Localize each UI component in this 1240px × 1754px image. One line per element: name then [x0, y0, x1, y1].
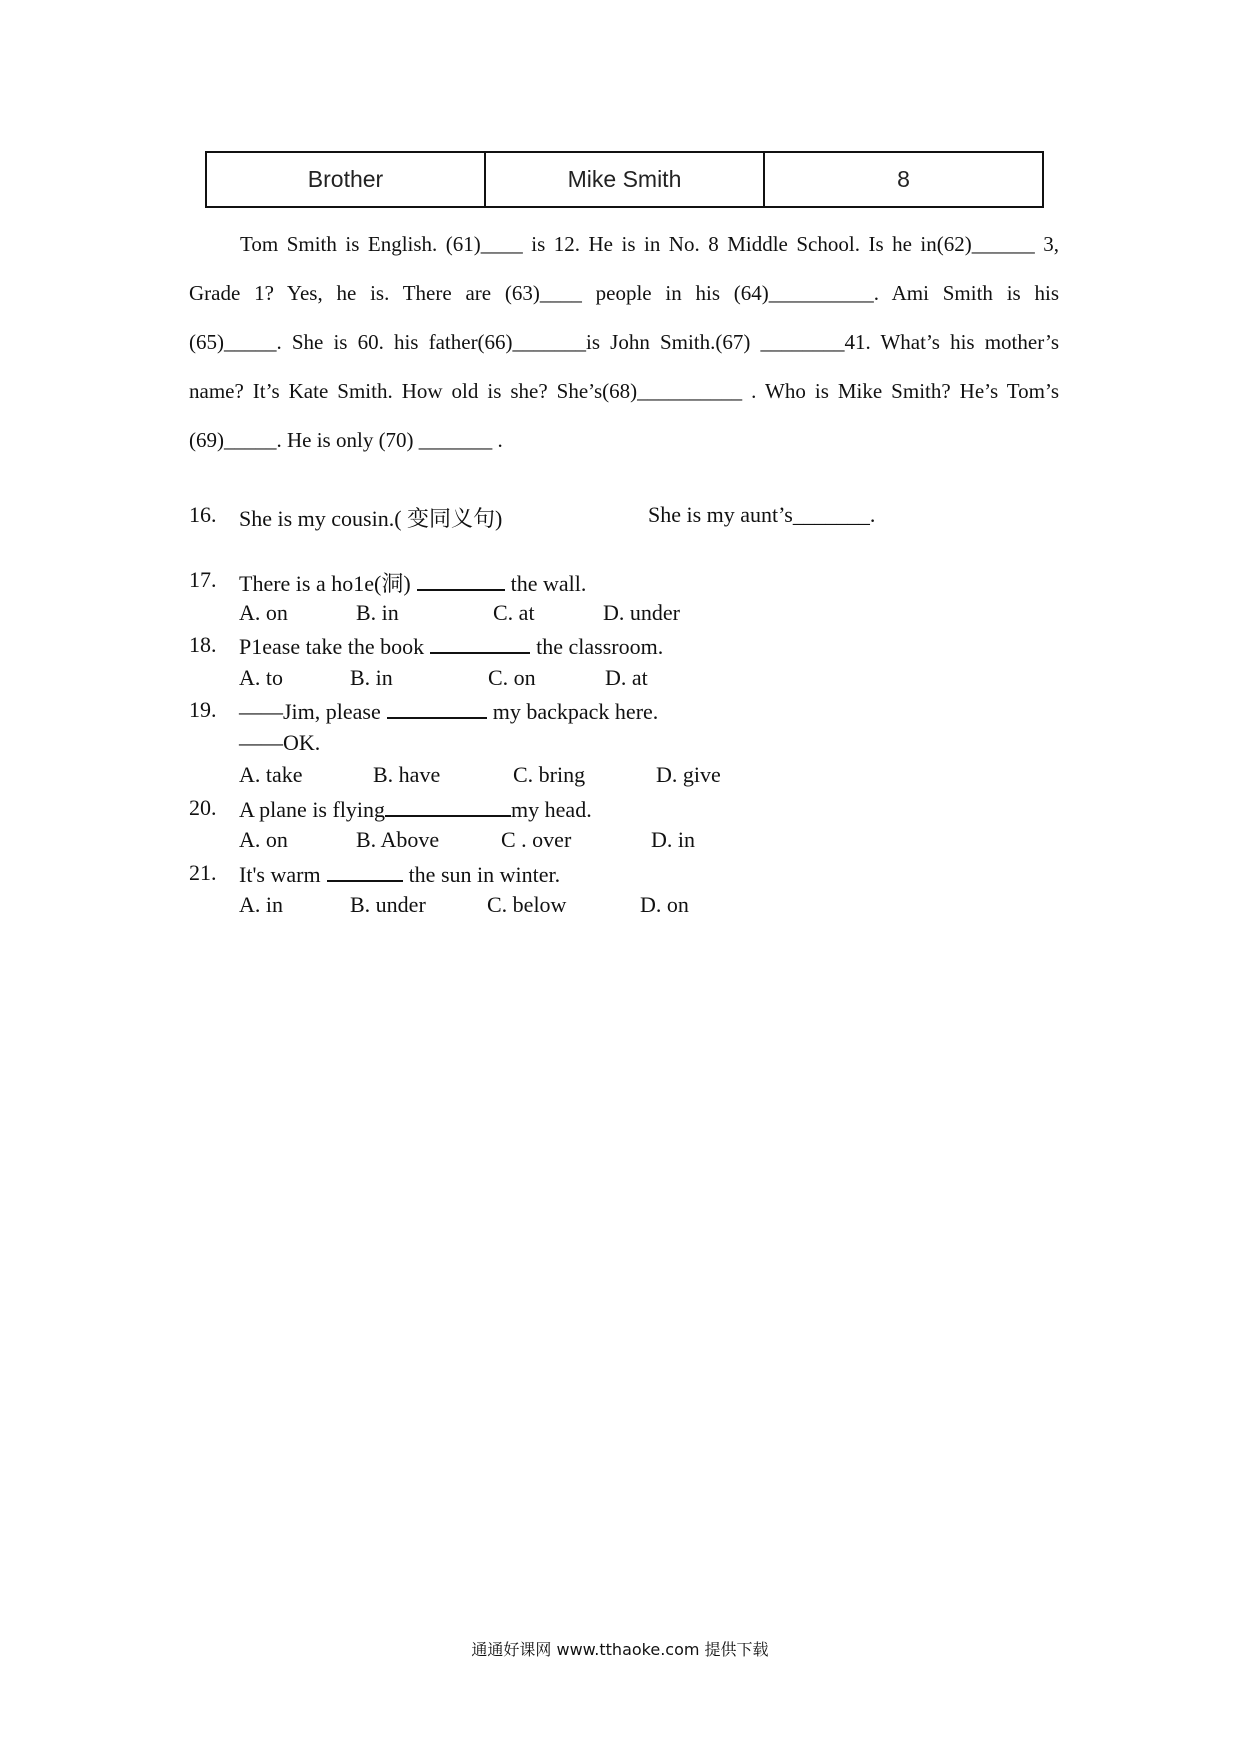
option[interactable]: D. in [651, 827, 695, 852]
question-number: 21. [189, 860, 217, 885]
dialogue-reply: ——OK. [239, 730, 321, 755]
question-number: 17. [189, 567, 217, 592]
option[interactable]: B. in [350, 665, 393, 690]
option[interactable]: C. bring [513, 762, 586, 787]
option[interactable]: D. under [603, 600, 680, 625]
question-number: 19. [189, 697, 217, 722]
option[interactable]: C . over [501, 827, 572, 852]
question-number: 20. [189, 795, 217, 820]
question-text: ——Jim, please my backpack here. [239, 699, 659, 724]
option[interactable]: C. at [493, 600, 535, 625]
rewrite-answer: She is my aunt’s_______. [648, 502, 876, 527]
page-footer: 通通好课网 www.tthaoke.com 提供下载 [471, 1640, 769, 1659]
passage-line: name? It’s Kate Smith. How old is she? She’s(68)__________ . Who is Mike Smith? He’s Tom’s [189, 379, 1059, 403]
age-cell: 8 [764, 152, 1043, 207]
option[interactable]: B. have [373, 762, 441, 787]
answer-blank[interactable] [387, 697, 487, 719]
answer-blank[interactable] [417, 569, 505, 591]
option[interactable]: A. take [239, 762, 303, 787]
passage-line: (69)_____. He is only (70) _______ . [189, 428, 503, 452]
option[interactable]: A. on [239, 600, 288, 625]
question-text: P1ease take the book the classroom. [239, 634, 664, 659]
option[interactable]: D. on [640, 892, 689, 917]
answer-blank[interactable] [430, 632, 530, 654]
option[interactable]: A. in [239, 892, 283, 917]
answer-blank[interactable] [385, 795, 511, 817]
question-text: There is a ho1e(洞) the wall. [239, 571, 587, 596]
passage-line: Grade 1? Yes, he is. There are (63)____ people in his (64)__________. Ami Smith is his [189, 281, 1059, 305]
question-number: 18. [189, 632, 217, 657]
passage-line: (65)_____. She is 60. his father(66)_______is John Smith.(67) ________41. What’s his mother’s [189, 330, 1059, 354]
option[interactable]: B. in [356, 600, 399, 625]
option[interactable]: A. on [239, 827, 288, 852]
question-number: 16. [189, 502, 217, 527]
info-table [205, 151, 1044, 208]
passage-line: Tom Smith is English. (61)____ is 12. He is in No. 8 Middle School. Is he in(62)______ 3, [240, 232, 1059, 256]
option[interactable]: B. Above [356, 827, 440, 852]
option[interactable]: B. under [350, 892, 426, 917]
name-cell: Mike Smith [485, 152, 764, 207]
cloze-passage [189, 220, 1059, 465]
option[interactable]: D. at [605, 665, 648, 690]
question-text: She is my cousin.( 变同义句) [239, 506, 503, 531]
option[interactable]: C. on [488, 665, 536, 690]
answer-blank[interactable] [327, 860, 403, 882]
option[interactable]: D. give [656, 762, 721, 787]
question-text: A plane is flying my head. [239, 797, 592, 822]
option[interactable]: A. to [239, 665, 283, 690]
table-row [206, 152, 1043, 207]
option[interactable]: C. below [487, 892, 567, 917]
relation-cell: Brother [206, 152, 485, 207]
question-text: It's warm the sun in winter. [239, 862, 561, 887]
